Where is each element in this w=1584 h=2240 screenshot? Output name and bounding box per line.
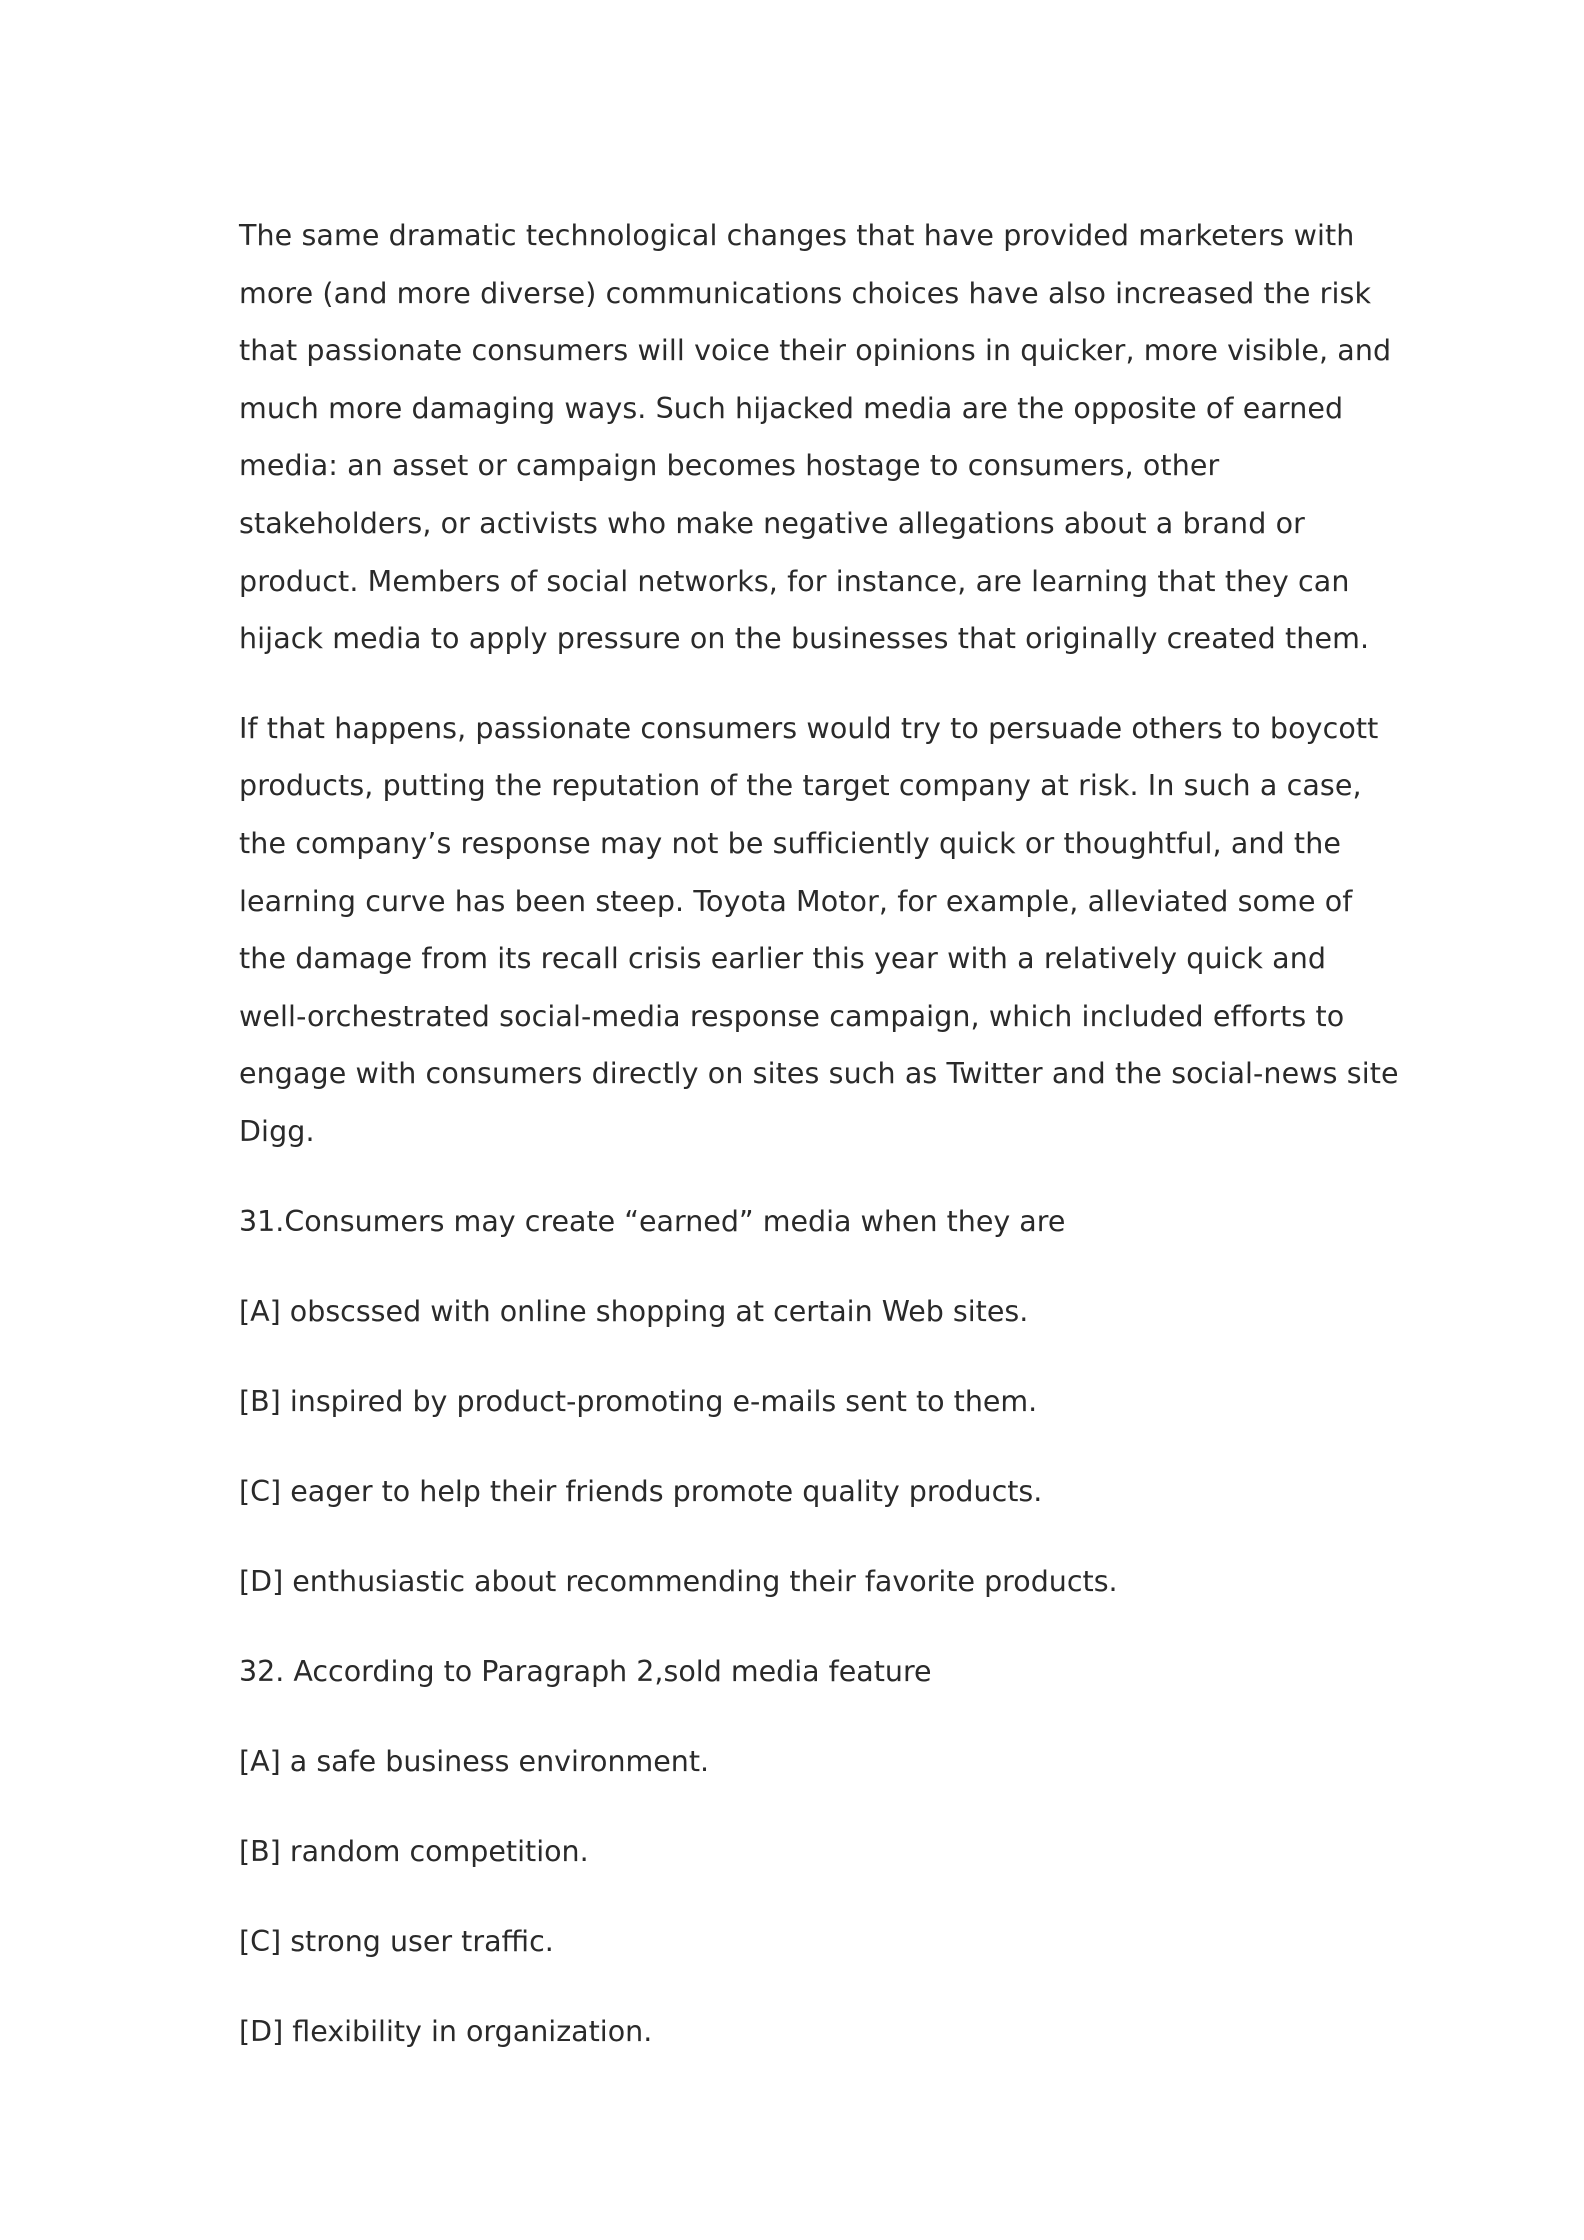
option-c: [C] eager to help their friends promote quality products. [239,1474,1043,1508]
option-a: [A] obscssed with online shopping at certain Web sites. [239,1294,1029,1328]
option-d: [D] enthusiastic about recommending their favorite products. [239,1564,1118,1598]
paragraph-line: Digg. [239,1114,315,1148]
paragraph-line: stakeholders, or activists who make negative allegations about a brand or [239,506,1305,540]
option-c: [C] strong user traffic. [239,1924,554,1958]
paragraph-line: engage with consumers directly on sites such as Twitter and the social-news site [239,1057,1399,1091]
question-32 [239,1643,1369,2061]
passage-paragraph-1 [239,207,1392,668]
paragraph-line: learning curve has been steep. Toyota Motor, for example, alleviated some of [239,884,1353,918]
paragraph-line: The same dramatic technological changes that have provided marketers with [239,219,1355,252]
question-stem: 32. According to Paragraph 2,sold media feature [239,1654,932,1688]
passage-paragraph-2 [239,700,1399,1161]
option-b: [B] inspired by product-promoting e-mails sent to them. [239,1384,1038,1418]
question-31 [239,1193,1369,1611]
paragraph-line: well-orchestrated social-media response campaign, which included efforts to [239,999,1345,1033]
paragraph-line: the damage from its recall crisis earlier this year with a relatively quick and [239,942,1327,976]
paragraph-line: product. Members of social networks, for instance, are learning that they can [239,564,1350,598]
option-a: [A] a safe business environment. [239,1744,710,1778]
document-page [239,207,1399,2093]
option-d: [D] flexibility in organization. [239,2014,653,2048]
paragraph-line: If that happens, passionate consumers would try to persuade others to boycott [239,711,1379,745]
option-b: [B] random competition. [239,1834,589,1868]
paragraph-line: that passionate consumers will voice their opinions in quicker, more visible, and [239,334,1392,368]
paragraph-line: hijack media to apply pressure on the businesses that originally created them. [239,622,1370,656]
paragraph-line: media: an asset or campaign becomes hostage to consumers, other [239,449,1220,483]
paragraph-line: the company’s response may not be sufficiently quick or thoughtful, and the [239,826,1341,860]
paragraph-line: products, putting the reputation of the target company at risk. In such a case, [239,769,1362,803]
question-stem: 31.Consumers may create “earned” media when they are [239,1204,1066,1238]
paragraph-line: more (and more diverse) communications choices have also increased the risk [239,276,1372,310]
paragraph-line: much more damaging ways. Such hijacked media are the opposite of earned [239,391,1344,425]
